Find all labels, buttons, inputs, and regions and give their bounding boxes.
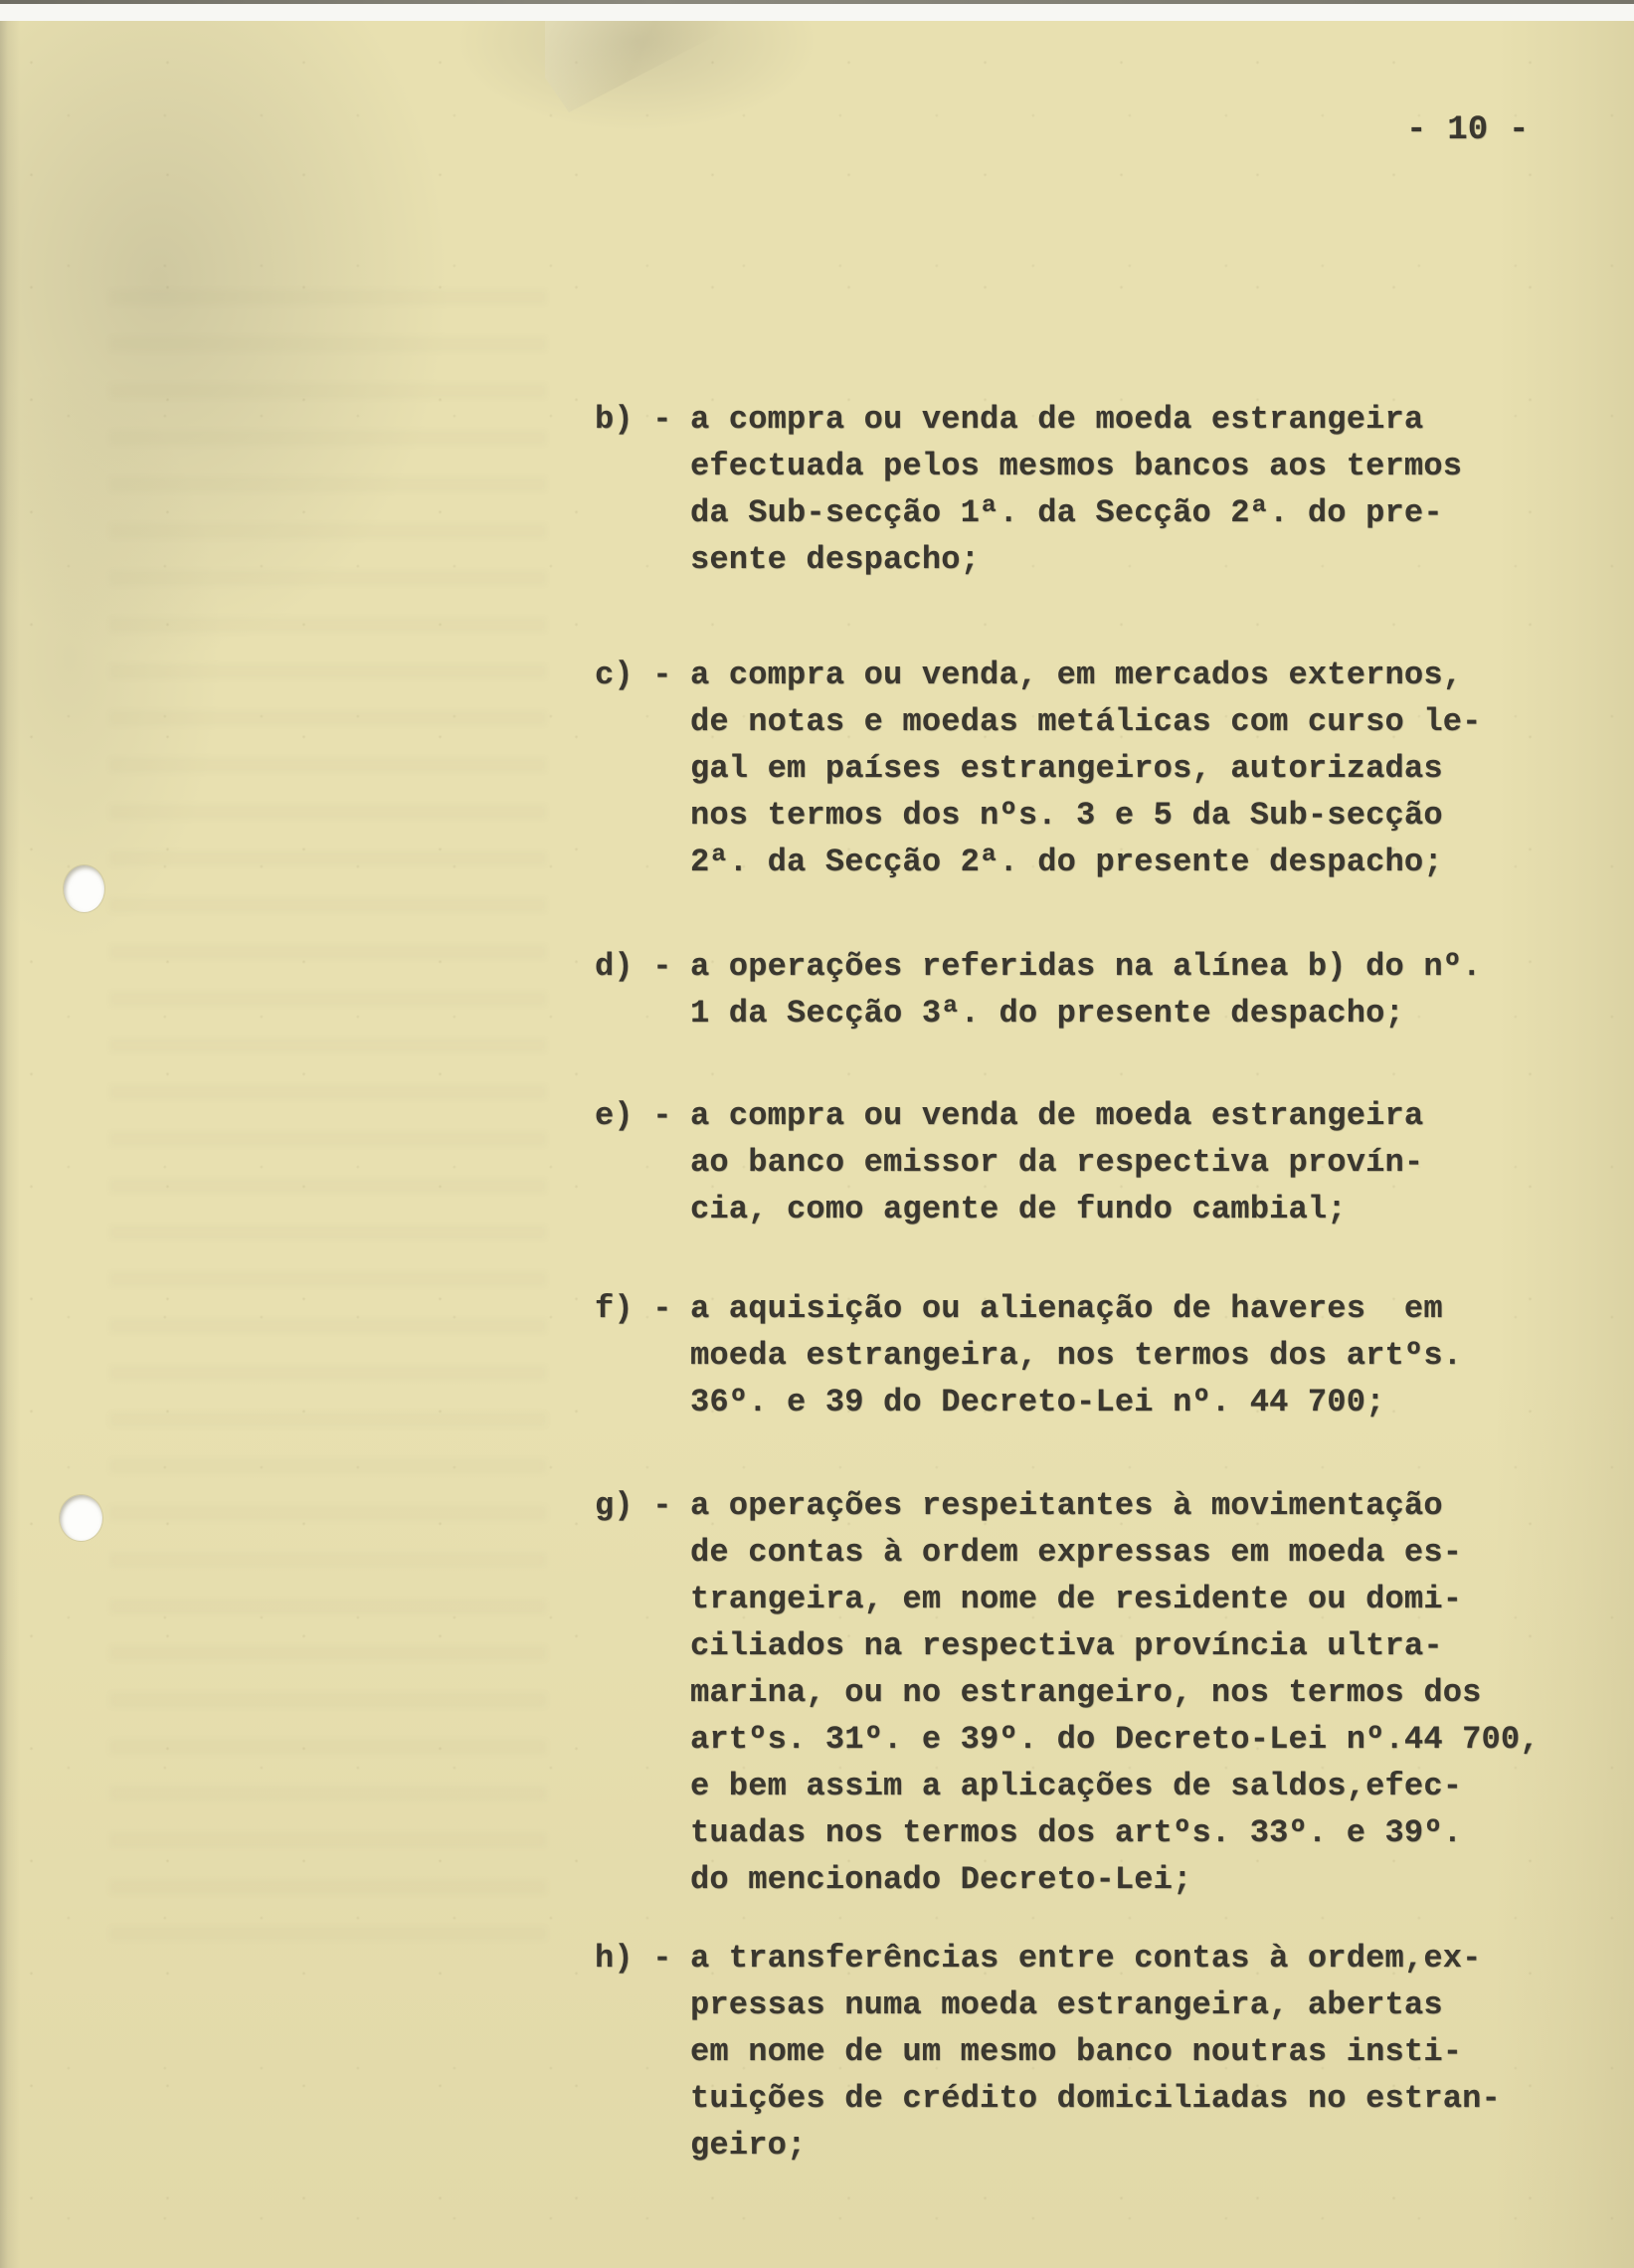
item-line: cia, como agente de fundo cambial; xyxy=(690,1191,1347,1228)
item-line: 1 da Secção 3ª. do presente despacho; xyxy=(690,995,1404,1032)
item-line: gal em países estrangeiros, autorizadas xyxy=(690,750,1443,787)
item-line: sente despacho; xyxy=(690,541,981,578)
bleed-through-artifact xyxy=(109,289,547,1941)
list-item-d xyxy=(595,943,1599,1037)
item-line: marina, ou no estrangeiro, nos termos dos xyxy=(690,1674,1482,1711)
item-marker: e) - xyxy=(595,1097,672,1134)
item-text xyxy=(690,1482,1599,1903)
item-line: da Sub-secção 1ª. da Secção 2ª. do pre- xyxy=(690,494,1443,531)
item-line: a compra ou venda de moeda estrangeira xyxy=(690,1097,1424,1134)
item-text xyxy=(690,1092,1599,1232)
item-marker: d) - xyxy=(595,948,672,985)
hole-punch xyxy=(60,1495,102,1541)
item-line: artºs. 31º. e 39º. do Decreto-Lei nº.44 700, xyxy=(690,1721,1540,1758)
item-marker: h) - xyxy=(595,1940,672,1977)
page-number: - 10 - xyxy=(1406,111,1530,149)
item-text xyxy=(690,396,1599,583)
item-line: 2ª. da Secção 2ª. do presente despacho; xyxy=(690,844,1443,880)
list-item-f xyxy=(595,1285,1599,1425)
item-text xyxy=(690,943,1599,1037)
paper-sheet xyxy=(0,21,1634,2268)
item-line: moeda estrangeira, nos termos dos artºs. xyxy=(690,1337,1463,1374)
list-item-e xyxy=(595,1092,1599,1232)
item-line: ao banco emissor da respectiva provín- xyxy=(690,1144,1424,1181)
item-marker: g) - xyxy=(595,1487,672,1524)
item-line: geiro; xyxy=(690,2127,807,2164)
item-line: nos termos dos nºs. 3 e 5 da Sub-secção xyxy=(690,797,1443,834)
item-line: e bem assim a aplicações de saldos,efec- xyxy=(690,1768,1463,1804)
list-item-g xyxy=(595,1482,1599,1903)
item-line: 36º. e 39 do Decreto-Lei nº. 44 700; xyxy=(690,1384,1385,1420)
item-text xyxy=(690,1285,1599,1425)
item-line: a compra ou venda, em mercados externos, xyxy=(690,657,1463,693)
item-line: pressas numa moeda estrangeira, abertas xyxy=(690,1986,1443,2023)
list-item-c xyxy=(595,652,1599,885)
item-marker: f) - xyxy=(595,1290,672,1327)
item-line: efectuada pelos mesmos bancos aos termos xyxy=(690,448,1463,484)
item-line: a operações referidas na alínea b) do nº. xyxy=(690,948,1482,985)
scanner-edge xyxy=(0,0,1634,4)
item-line: a operações respeitantes à movimentação xyxy=(690,1487,1443,1524)
item-line: a aquisição ou alienação de haveres em xyxy=(690,1290,1443,1327)
item-marker: b) - xyxy=(595,401,672,438)
item-line: a transferências entre contas à ordem,ex- xyxy=(690,1940,1482,1977)
hole-punch xyxy=(64,865,104,912)
item-line: de contas à ordem expressas em moeda es- xyxy=(690,1534,1463,1571)
item-line: tuições de crédito domiciliadas no estran- xyxy=(690,2080,1501,2117)
item-line: ciliados na respectiva província ultra- xyxy=(690,1627,1443,1664)
clause-list xyxy=(595,21,1599,2268)
list-item-b xyxy=(595,396,1599,583)
item-line: de notas e moedas metálicas com curso le- xyxy=(690,703,1482,740)
item-line: em nome de um mesmo banco noutras insti- xyxy=(690,2033,1463,2070)
item-text xyxy=(690,1935,1599,2169)
item-line: tuadas nos termos dos artºs. 33º. e 39º. xyxy=(690,1814,1463,1851)
item-line: a compra ou venda de moeda estrangeira xyxy=(690,401,1424,438)
item-marker: c) - xyxy=(595,657,672,693)
item-text xyxy=(690,652,1599,885)
item-line: trangeira, em nome de residente ou domi- xyxy=(690,1581,1463,1617)
item-line: do mencionado Decreto-Lei; xyxy=(690,1861,1192,1898)
list-item-h xyxy=(595,1935,1599,2169)
